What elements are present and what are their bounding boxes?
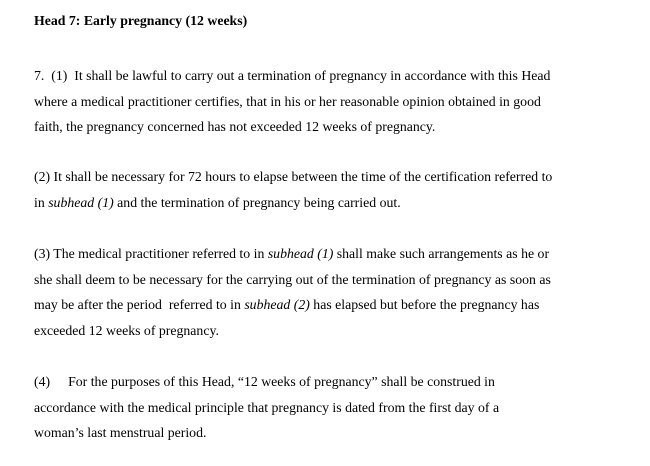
text-segment: faith, the pregnancy concerned has not exceeded 12 weeks of pregnancy. bbox=[34, 119, 436, 134]
text-line bbox=[34, 89, 550, 115]
text-line bbox=[34, 318, 551, 344]
text-line bbox=[34, 164, 552, 190]
subhead-reference: subhead (1) bbox=[48, 194, 114, 210]
paragraph-subsection-1 bbox=[34, 63, 550, 140]
text-segment: (3) The medical practitioner referred to in bbox=[34, 246, 268, 261]
paragraph-subsection-3 bbox=[34, 241, 551, 343]
text-line bbox=[34, 369, 499, 395]
text-segment: shall make such arrangements as he or bbox=[333, 246, 550, 261]
text-segment: she shall deem to be necessary for the carrying out of the termination of pregnancy as soon as bbox=[34, 271, 551, 287]
paragraph-subsection-4 bbox=[34, 369, 499, 446]
text-segment: (4) bbox=[34, 374, 51, 389]
text-segment: For the purposes of this Head, “12 weeks of pregnancy” shall be construed in bbox=[68, 374, 495, 389]
text-segment: accordance with the medical principle that pregnancy is dated from the first day of a bbox=[34, 399, 500, 415]
text-line bbox=[34, 241, 551, 267]
text-segment: where a medical practitioner certifies, that in his or her reasonable opinion obtained in good bbox=[34, 93, 541, 109]
text-line bbox=[34, 114, 550, 140]
text-segment: 7. (1) It shall be lawful to carry out a termination of pregnancy in accordance with this Head bbox=[34, 68, 551, 83]
subhead-reference: subhead (2) bbox=[244, 297, 310, 312]
subhead-reference: subhead (1) bbox=[267, 246, 334, 261]
text-segment: and the termination of pregnancy being carried out. bbox=[113, 194, 401, 210]
section-heading: Head 7: Early pregnancy (12 weeks) bbox=[34, 13, 248, 28]
text-segment: (2) It shall be necessary for 72 hours to elapse between the time of the certification referred to bbox=[34, 169, 553, 184]
text-segment: exceeded 12 weeks of pregnancy. bbox=[34, 322, 219, 338]
text-segment: woman’s last menstrual period. bbox=[34, 425, 207, 440]
text-segment: may be after the period referred to in bbox=[34, 297, 245, 312]
text-line bbox=[34, 190, 552, 216]
paragraph-subsection-2 bbox=[34, 164, 552, 215]
text-line bbox=[34, 395, 499, 421]
text-line bbox=[34, 292, 551, 318]
text-segment: in bbox=[34, 194, 49, 210]
text-line bbox=[34, 267, 551, 293]
text-line bbox=[34, 420, 499, 446]
text-segment: has elapsed but before the pregnancy has bbox=[309, 297, 540, 312]
text-line bbox=[34, 63, 550, 89]
